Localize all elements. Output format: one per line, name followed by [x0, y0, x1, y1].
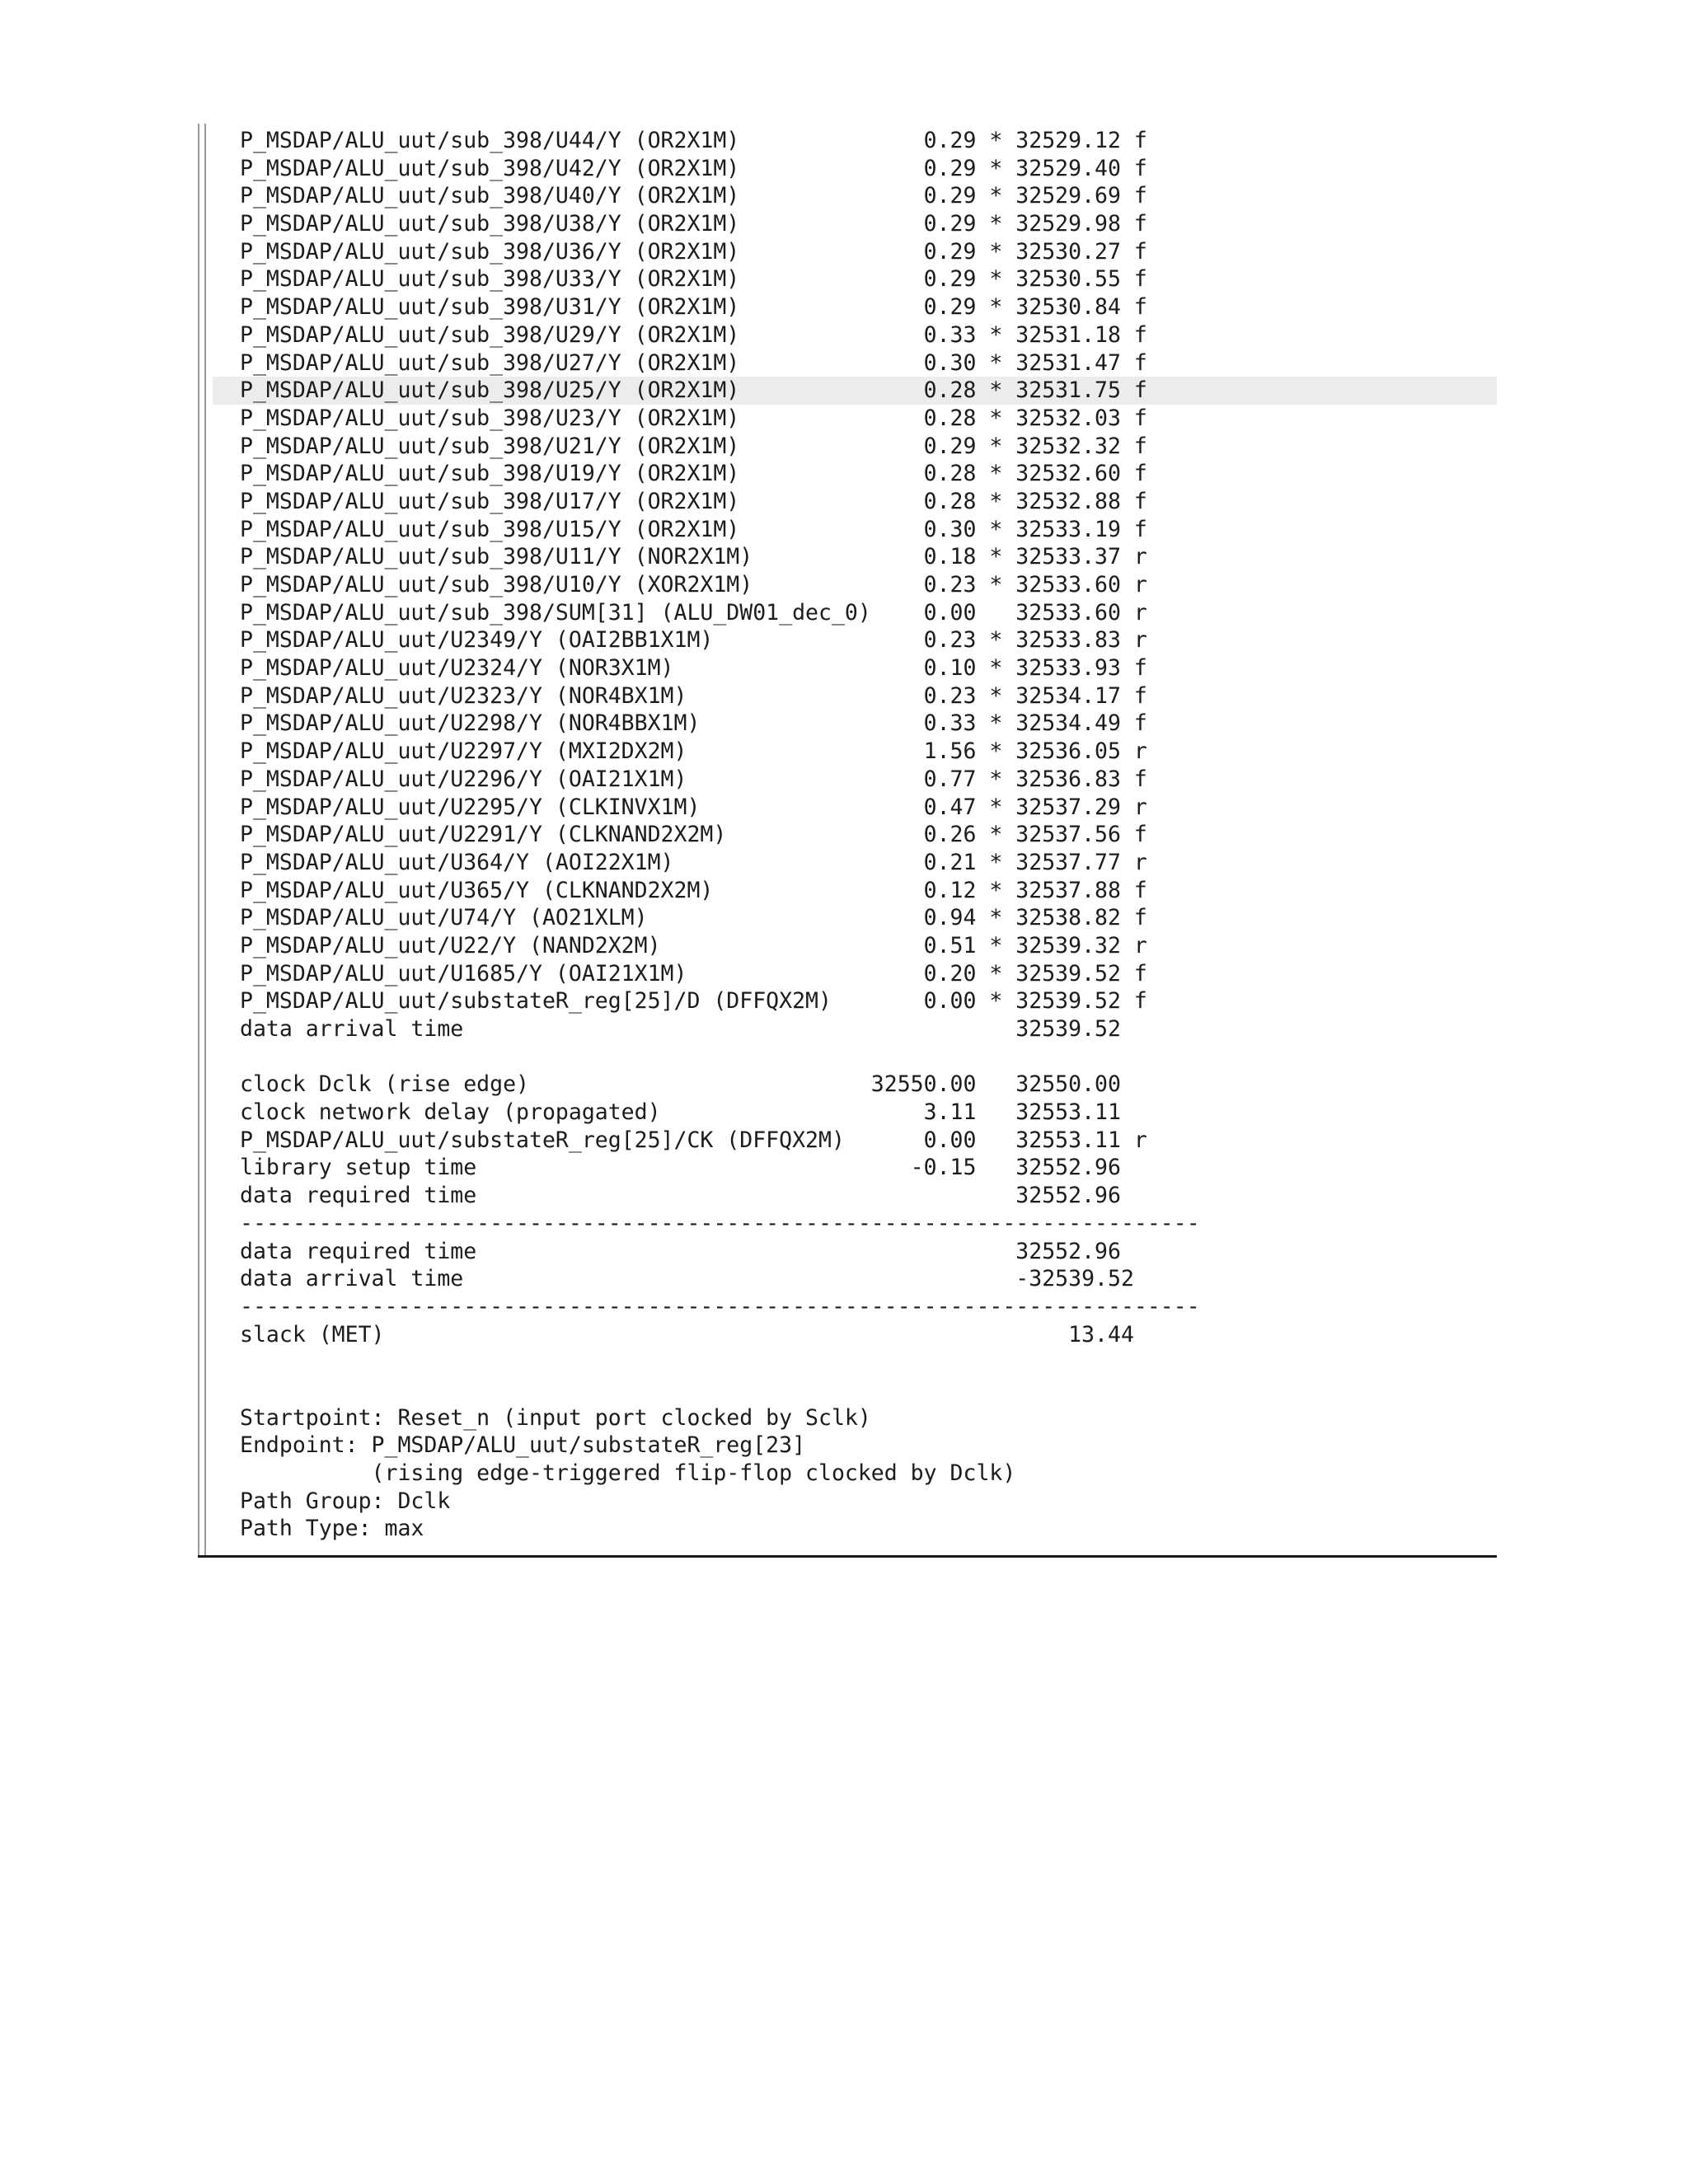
path-line: P_MSDAP/ALU_uut/sub_398/U21/Y (OR2X1M) 0.29 * 32532.32 f	[240, 433, 1147, 459]
path-line: P_MSDAP/ALU_uut/sub_398/U42/Y (OR2X1M) 0.29 * 32529.40 f	[240, 155, 1147, 181]
endpoint-detail-line: (rising edge-triggered flip-flop clocked by Dclk)	[240, 1460, 1016, 1486]
path-line: P_MSDAP/ALU_uut/sub_398/SUM[31] (ALU_DW01_dec_0) 0.00 32533.60 r	[240, 599, 1147, 626]
path-type-line: Path Type: max	[240, 1516, 424, 1542]
clock-line: clock Dclk (rise edge) 32550.00 32550.00	[240, 1071, 1121, 1098]
arrival-time-line: data arrival time 32539.52	[240, 1016, 1121, 1042]
path-line: P_MSDAP/ALU_uut/U74/Y (AO21XLM) 0.94 * 32538.82 f	[240, 905, 1147, 931]
path-line: P_MSDAP/ALU_uut/sub_398/U10/Y (XOR2X1M) 0.23 * 32533.60 r	[240, 572, 1147, 598]
path-line: P_MSDAP/ALU_uut/U22/Y (NAND2X2M) 0.51 * 32539.32 r	[240, 932, 1147, 958]
path-line: P_MSDAP/ALU_uut/sub_398/U33/Y (OR2X1M) 0.29 * 32530.55 f	[240, 266, 1147, 293]
slack-line: slack (MET) 13.44	[240, 1321, 1134, 1347]
path-line: P_MSDAP/ALU_uut/sub_398/U11/Y (NOR2X1M) 0.18 * 32533.37 r	[240, 544, 1147, 570]
path-line: P_MSDAP/ALU_uut/sub_398/U17/Y (OR2X1M) 0.28 * 32532.88 f	[240, 488, 1147, 514]
timing-report-panel	[198, 124, 1497, 1555]
required-time-line: data required time 32552.96	[240, 1183, 1121, 1209]
path-line: P_MSDAP/ALU_uut/sub_398/U19/Y (OR2X1M) 0.28 * 32532.60 f	[240, 461, 1147, 487]
path-line: P_MSDAP/ALU_uut/sub_398/U31/Y (OR2X1M) 0.29 * 32530.84 f	[240, 294, 1147, 321]
path-line: P_MSDAP/ALU_uut/sub_398/U29/Y (OR2X1M) 0.33 * 32531.18 f	[240, 321, 1147, 348]
path-line: P_MSDAP/ALU_uut/U2349/Y (OAI2BB1X1M) 0.23 * 32533.83 r	[240, 627, 1147, 654]
path-line: P_MSDAP/ALU_uut/sub_398/U27/Y (OR2X1M) 0.30 * 32531.47 f	[240, 349, 1147, 376]
startpoint-line: Startpoint: Reset_n (input port clocked by Sclk)	[240, 1404, 871, 1431]
path-line: P_MSDAP/ALU_uut/sub_398/U36/Y (OR2X1M) 0.29 * 32530.27 f	[240, 238, 1147, 265]
path-line: P_MSDAP/ALU_uut/U365/Y (CLKNAND2X2M) 0.12 * 32537.88 f	[240, 877, 1147, 903]
separator-line: -------------------------------------------------------------------------	[240, 1210, 1200, 1236]
path-line: P_MSDAP/ALU_uut/substateR_reg[25]/D (DFFQX2M) 0.00 * 32539.52 f	[240, 988, 1147, 1015]
path-line: P_MSDAP/ALU_uut/U2298/Y (NOR4BBX1M) 0.33 * 32534.49 f	[240, 710, 1147, 737]
path-line: P_MSDAP/ALU_uut/U2297/Y (MXI2DX2M) 1.56 * 32536.05 r	[240, 738, 1147, 765]
path-line: P_MSDAP/ALU_uut/sub_398/U40/Y (OR2X1M) 0.29 * 32529.69 f	[240, 183, 1147, 209]
path-line: P_MSDAP/ALU_uut/U2324/Y (NOR3X1M) 0.10 * 32533.93 f	[240, 655, 1147, 682]
path-group-line: Path Group: Dclk	[240, 1488, 451, 1514]
clock-line: library setup time -0.15 32552.96	[240, 1155, 1121, 1181]
report-bottom-border	[198, 1555, 1497, 1558]
blank-line	[213, 1043, 1497, 1071]
blank-line	[213, 1376, 1497, 1404]
path-line-highlighted[interactable]: P_MSDAP/ALU_uut/sub_398/U25/Y (OR2X1M) 0.28 * 32531.75 f	[213, 377, 1497, 405]
path-line: P_MSDAP/ALU_uut/sub_398/U15/Y (OR2X1M) 0.30 * 32533.19 f	[240, 516, 1147, 542]
path-line: P_MSDAP/ALU_uut/sub_398/U23/Y (OR2X1M) 0.28 * 32532.03 f	[240, 405, 1147, 431]
endpoint-line: Endpoint: P_MSDAP/ALU_uut/substateR_reg[23]	[240, 1432, 806, 1459]
path-line: P_MSDAP/ALU_uut/U2295/Y (CLKINVX1M) 0.47 * 32537.29 r	[240, 794, 1147, 820]
summary-arrival-line: data arrival time -32539.52	[240, 1266, 1134, 1292]
blank-line	[213, 1348, 1497, 1376]
summary-required-line: data required time 32552.96	[240, 1238, 1121, 1264]
path-line: P_MSDAP/ALU_uut/sub_398/U44/Y (OR2X1M) 0.29 * 32529.12 f	[240, 128, 1147, 153]
path-line: P_MSDAP/ALU_uut/U2291/Y (CLKNAND2X2M) 0.26 * 32537.56 f	[240, 822, 1147, 848]
path-line: P_MSDAP/ALU_uut/U2323/Y (NOR4BX1M) 0.23 * 32534.17 f	[240, 682, 1147, 709]
path-line: P_MSDAP/ALU_uut/U364/Y (AOI22X1M) 0.21 * 32537.77 r	[240, 849, 1147, 875]
clock-line: P_MSDAP/ALU_uut/substateR_reg[25]/CK (DFFQX2M) 0.00 32553.11 r	[240, 1127, 1147, 1153]
report-lines	[213, 127, 1497, 1543]
clock-line: clock network delay (propagated) 3.11 32553.11	[240, 1099, 1121, 1126]
path-line: P_MSDAP/ALU_uut/U1685/Y (OAI21X1M) 0.20 * 32539.52 f	[240, 960, 1147, 987]
path-line: P_MSDAP/ALU_uut/sub_398/U38/Y (OR2X1M) 0.29 * 32529.98 f	[240, 211, 1147, 237]
separator-line: -------------------------------------------------------------------------	[240, 1293, 1200, 1319]
path-line: P_MSDAP/ALU_uut/U2296/Y (OAI21X1M) 0.77 * 32536.83 f	[240, 766, 1147, 792]
